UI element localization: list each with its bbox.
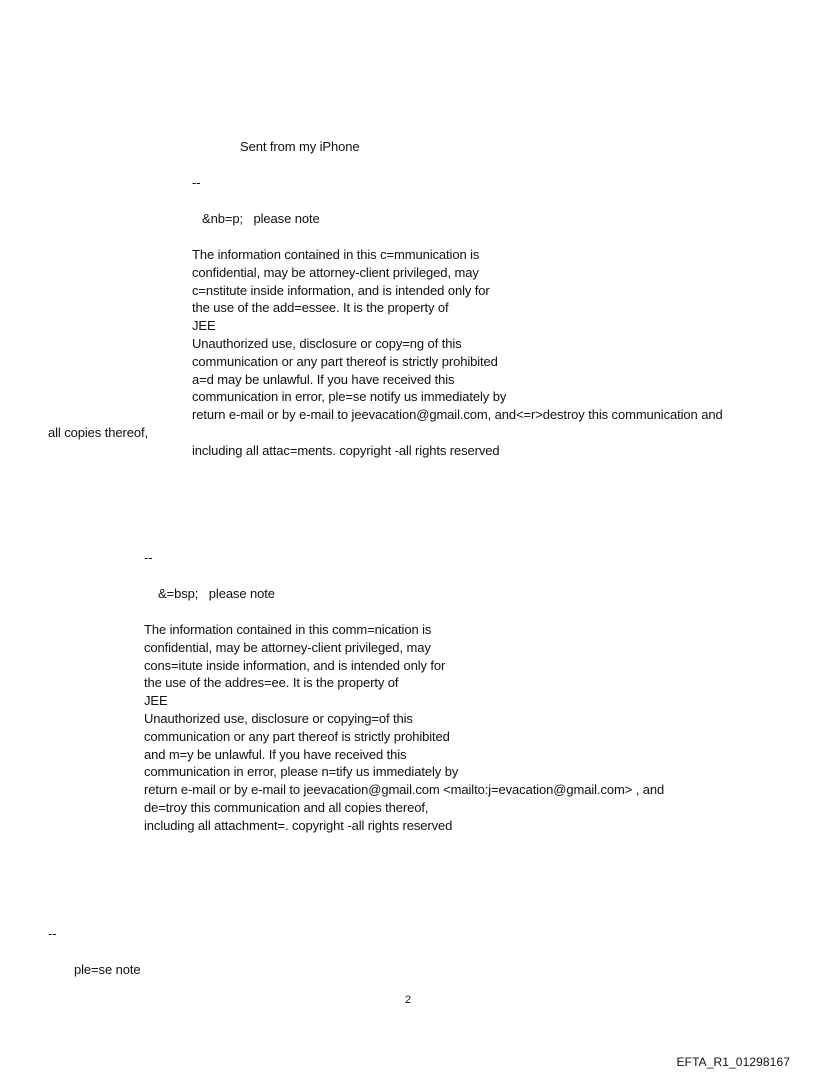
disclaimer-2-line-1: The information contained in this comm=nication is	[144, 622, 432, 637]
disclaimer-2-line-7: communication or any part thereof is strictly prohibited	[144, 728, 450, 744]
disclaimer-2-line-3: cons=itute inside information, and is intended only for	[144, 657, 446, 673]
disclaimer-2-line-5: JEE	[144, 693, 168, 709]
note-heading-1: &nb=p; please note	[202, 211, 320, 226]
sent-from-line: Sent from my iPhone	[240, 139, 360, 154]
note-heading-3: ple=se note	[74, 962, 141, 977]
disclaimer-1-line-2: confidential, may be attorney-client privileged, may	[192, 264, 479, 280]
disclaimer-1-line-10: return e-mail or by e-mail to jeevacation@gmail.com, and<=r>destroy this communication and	[192, 407, 723, 423]
disclaimer-1-last-line: including all attac=ments. copyright -all rights reserved	[192, 442, 500, 458]
separator-2: --	[144, 550, 153, 565]
disclaimer-2-line-8: and m=y be unlawful. If you have received this	[144, 746, 407, 762]
disclaimer-2-line-12: including all attachment=. copyright -all rights reserved	[144, 817, 453, 833]
disclaimer-2-line-2: confidential, may be attorney-client privileged, may	[144, 639, 431, 655]
page-number: 2	[404, 994, 412, 1006]
disclaimer-1-line-7: communication or any part thereof is strictly prohibited	[192, 353, 498, 369]
disclaimer-2-line-11: de=troy this communication and all copies thereof,	[144, 800, 429, 815]
disclaimer-2-line-6: Unauthorized use, disclosure or copying=of this	[144, 711, 413, 726]
note-heading-2: &=bsp; please note	[158, 586, 275, 601]
disclaimer-1-line-5: JEE	[192, 318, 216, 334]
separator-3: --	[48, 926, 57, 941]
disclaimer-1-line-8: a=d may be unlawful. If you have received this	[192, 371, 455, 387]
disclaimer-2-line-4: the use of the addres=ee. It is the property of	[144, 675, 399, 691]
disclaimer-1-line-9: communication in error, ple=se notify us immediately by	[192, 389, 507, 405]
disclaimer-1-line-4: the use of the add=essee. It is the property of	[192, 300, 449, 316]
separator-1: --	[192, 175, 201, 190]
disclaimer-2-line-10: return e-mail or by e-mail to jeevacation@gmail.com <mailto:j=evacation@gmail.com> , and	[144, 782, 665, 798]
disclaimer-1-line-6: Unauthorized use, disclosure or copy=ng of this	[192, 336, 462, 351]
disclaimer-1-line-1: The information contained in this c=mmunication is	[192, 247, 480, 262]
disclaimer-1-wrap-line: all copies thereof,	[48, 425, 148, 440]
disclaimer-1-line-3: c=nstitute inside information, and is intended only for	[192, 282, 490, 298]
disclaimer-2-line-9: communication in error, please n=tify us immediately by	[144, 764, 459, 780]
document-id: EFTA_R1_01298167	[676, 1055, 790, 1069]
